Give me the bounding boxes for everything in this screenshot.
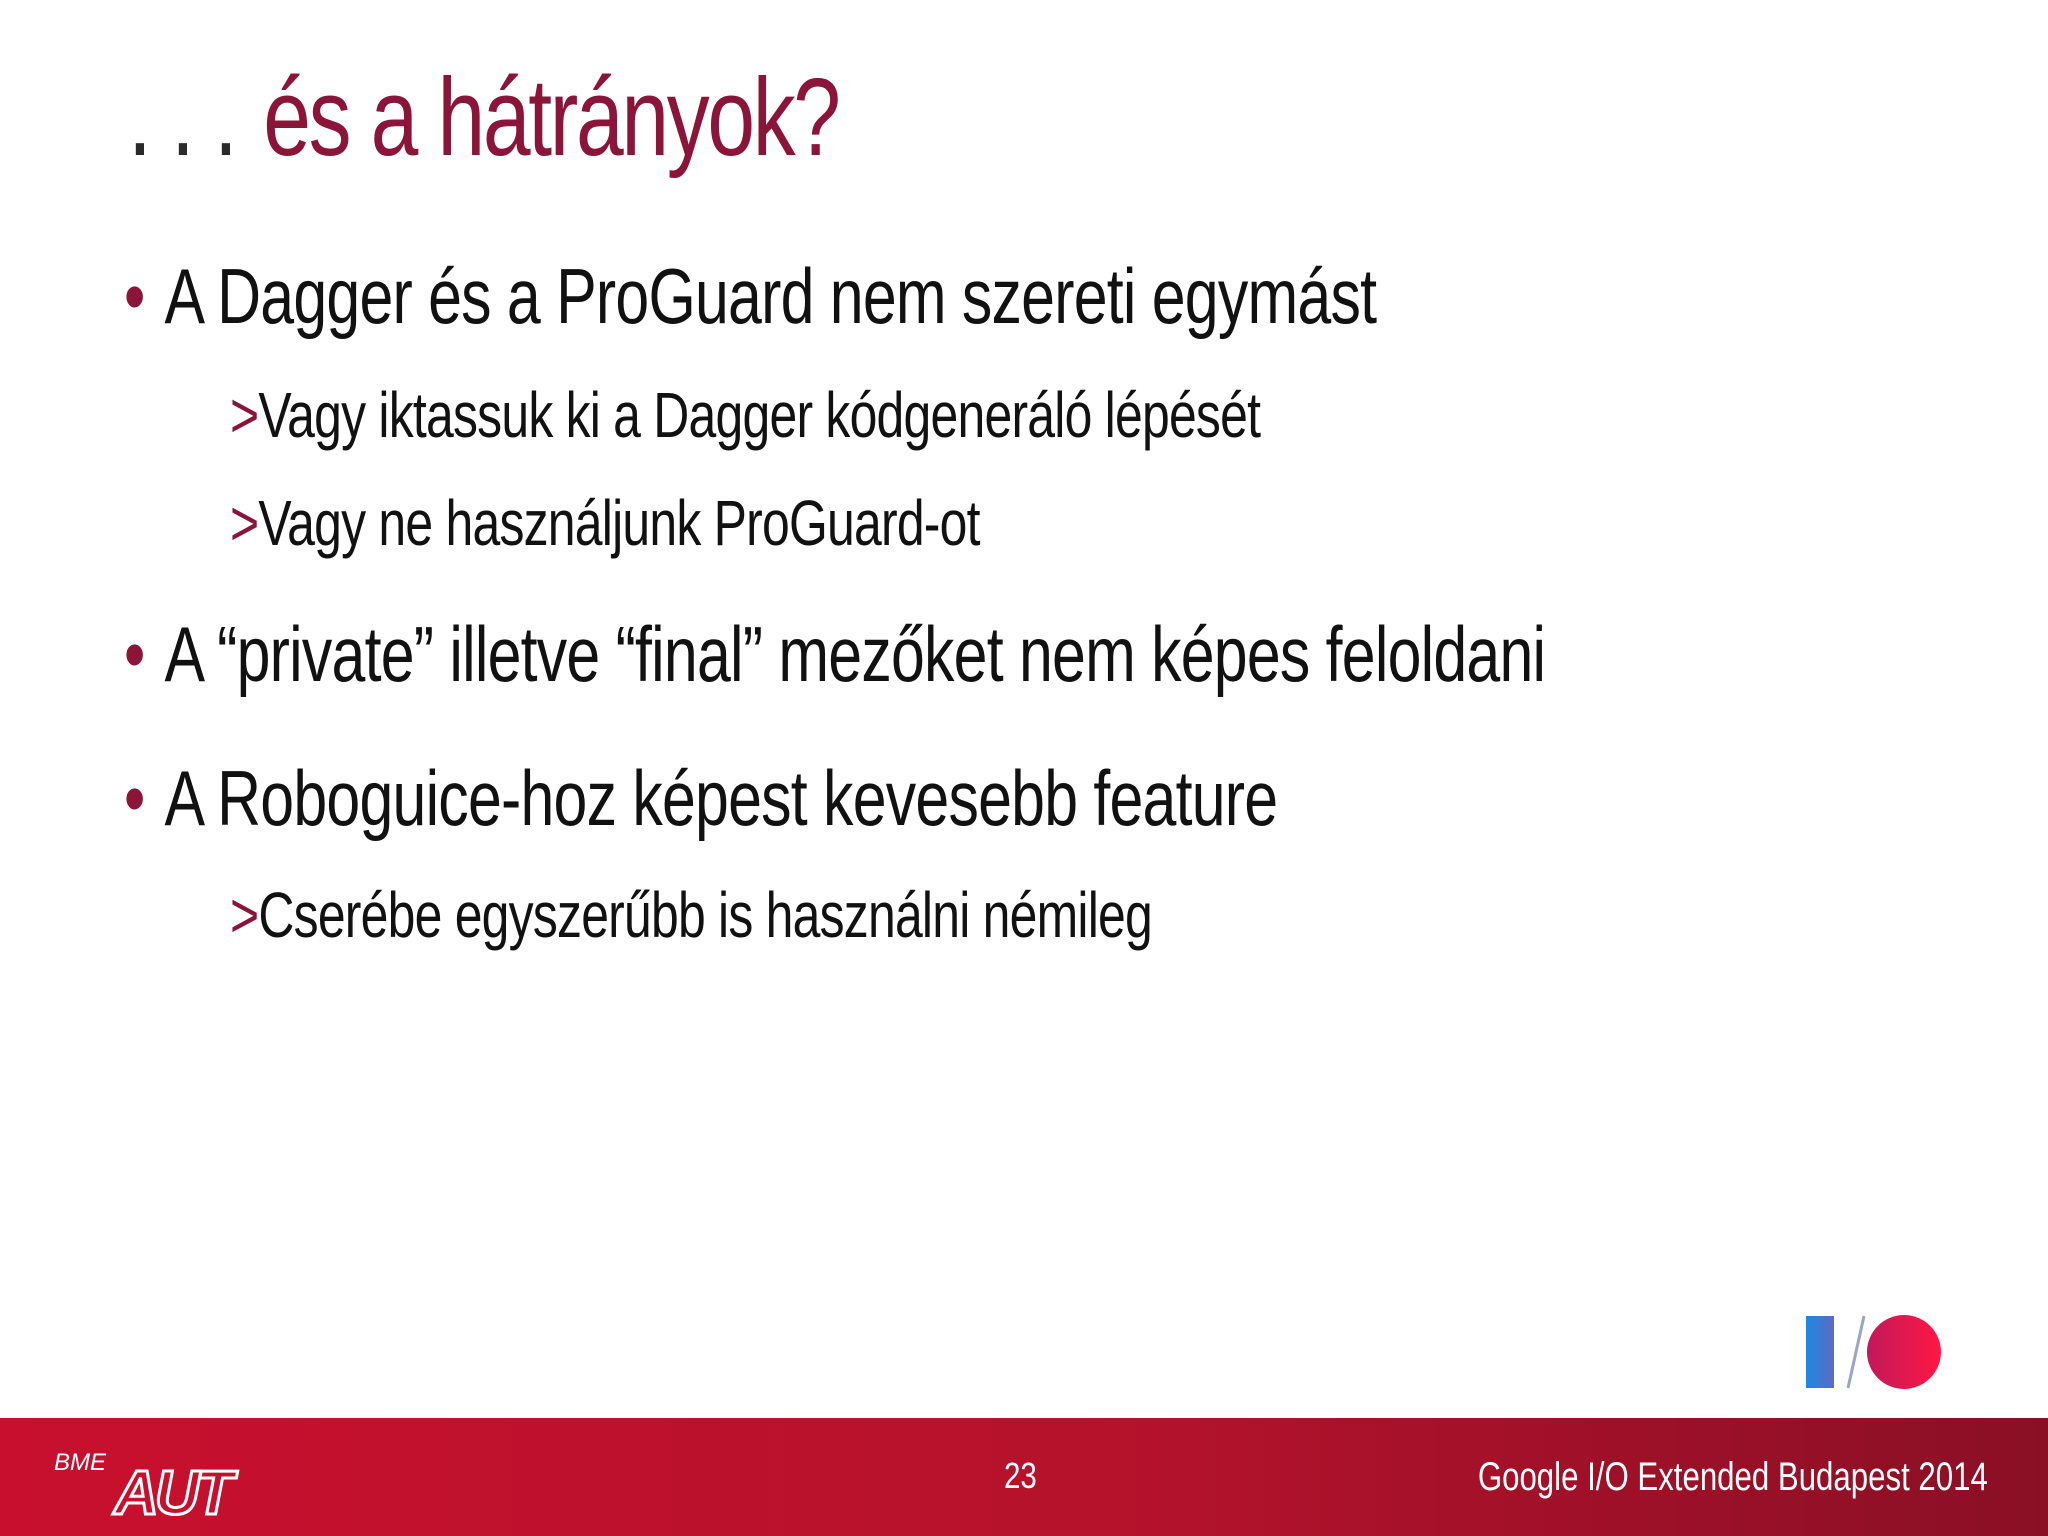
sub-bullet-marker: > — [230, 379, 259, 451]
bullet-dot: • — [124, 754, 145, 842]
sub-bullet-text: Cserébe egyszerűbb is használni némileg — [258, 879, 1152, 951]
bullet-text: A Roboguice-hoz képest kevesebb feature — [164, 754, 1278, 842]
bullet-dot: • — [124, 610, 145, 698]
sub-bullet-item — [230, 372, 1260, 458]
bullet-dot: • — [124, 252, 145, 340]
event-name: Google I/O Extended Budapest 2014 — [1478, 1455, 1988, 1499]
page-number: 23 — [1004, 1455, 1037, 1496]
sub-bullet-marker: > — [230, 487, 259, 559]
title-text: és a hátrányok? — [263, 56, 839, 179]
aut-logo-text: AUT — [114, 1459, 230, 1522]
sub-bullet-text: Vagy iktassuk ki a Dagger kódgeneráló lépését — [258, 379, 1261, 451]
sub-bullet-text: Vagy ne használjunk ProGuard-ot — [258, 487, 980, 559]
sub-bullet-item — [230, 480, 980, 566]
bullet-text: A “private” illetve “final” mezőket nem képes feloldani — [164, 610, 1546, 698]
bullet-item — [124, 246, 1376, 346]
bullet-item — [124, 604, 1545, 704]
bme-aut-logo — [52, 1436, 262, 1522]
bme-logo-text: BME — [54, 1449, 107, 1476]
footer-bar — [0, 1418, 2048, 1536]
google-io-logo — [1804, 1314, 1944, 1390]
bullet-item — [124, 748, 1277, 848]
bullet-text: A Dagger és a ProGuard nem szereti egymást — [164, 252, 1377, 340]
title-ellipsis: . . . — [128, 56, 236, 179]
sub-bullet-item — [230, 872, 1152, 958]
sub-bullet-marker: > — [230, 879, 259, 951]
slide-title — [128, 48, 839, 188]
